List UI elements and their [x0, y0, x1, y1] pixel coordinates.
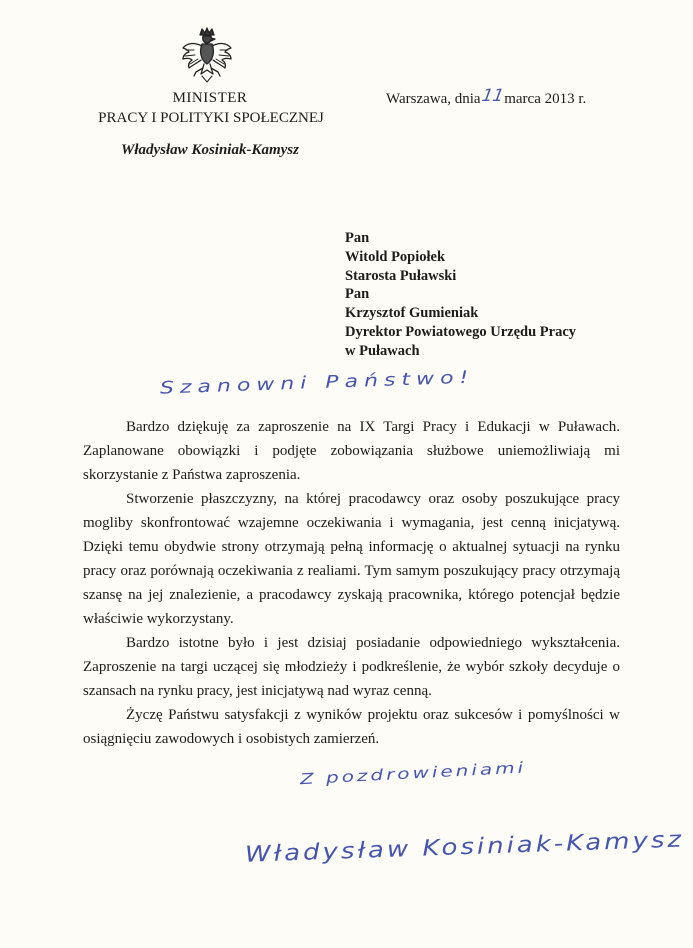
minister-name: Władysław Kosiniak-Kamysz	[121, 142, 299, 158]
recipient-name: Krzysztof Gumieniak	[345, 305, 479, 321]
handwritten-signature: Władysław Kosiniak-Kamysz	[244, 826, 685, 868]
body-paragraph: Bardzo dziękuję za zaproszenie na IX Targi Pracy i Edukacji w Puławach. Zaplanowane obowiązki i podjęte zobowiązania służbowe uniemożliwiają mi skorzystanie z Państwa zaproszenia.	[83, 419, 620, 483]
recipient-location: w Puławach	[345, 343, 420, 359]
recipient-block-1	[345, 229, 456, 286]
date-suffix: marca 2013 r.	[504, 91, 587, 107]
recipient-title: Pan	[345, 230, 370, 246]
body-paragraph: Życzę Państwu satysfakcji z wyników projektu oraz sukcesów i pomyślności w osiągnięciu zawodowych i osobistych zamierzeń.	[83, 707, 620, 747]
body-paragraph: Stworzenie płaszczyzny, na której pracodawcy oraz osoby poszukujące pracy mogliby skonfrontować wzajemne oczekiwania i wymagania, jest cenną inicjatywą. Dzięki temu obydwie strony otrzymają pełną informację o aktualnej sytuacji na rynku pracy oraz porównają oczekiwania z realiami. Tym samym poszukujący pracy otrzymają szansę na jej znalezienie, a pracodawcy zyskają pracownika, którego potencjał będzie właściwie wykorzystany.	[83, 491, 620, 627]
date-day-handwritten: 11	[479, 86, 505, 106]
recipient-position: Starosta Puławski	[345, 268, 457, 284]
minister-title: MINISTER	[172, 90, 248, 106]
recipient-block-2	[345, 285, 576, 361]
ministry-name: PRACY I POLITYKI SPOŁECZNEJ	[98, 110, 324, 126]
recipient-title: Pan	[345, 286, 370, 302]
recipient-position: Dyrektor Powiatowego Urzędu Pracy	[345, 324, 577, 340]
date-prefix: Warszawa, dnia	[386, 91, 481, 107]
place-date	[386, 88, 586, 108]
letter-body	[83, 415, 620, 751]
body-paragraph: Bardzo istotne było i jest dzisiaj posiadanie odpowiedniego wykształcenia. Zaproszenie na targi uczącej się młodzieży i podkreślenie, że wybór szkoły decyduje o szansach na rynku pracy, jest inicjatywą nad wyraz cenną.	[83, 635, 620, 699]
recipient-name: Witold Popiołek	[345, 249, 446, 265]
handwritten-closing: Z pozdrowieniami	[299, 758, 527, 788]
polish-eagle-icon	[180, 26, 234, 84]
handwritten-salutation: Szanowni Państwo!	[159, 367, 475, 399]
